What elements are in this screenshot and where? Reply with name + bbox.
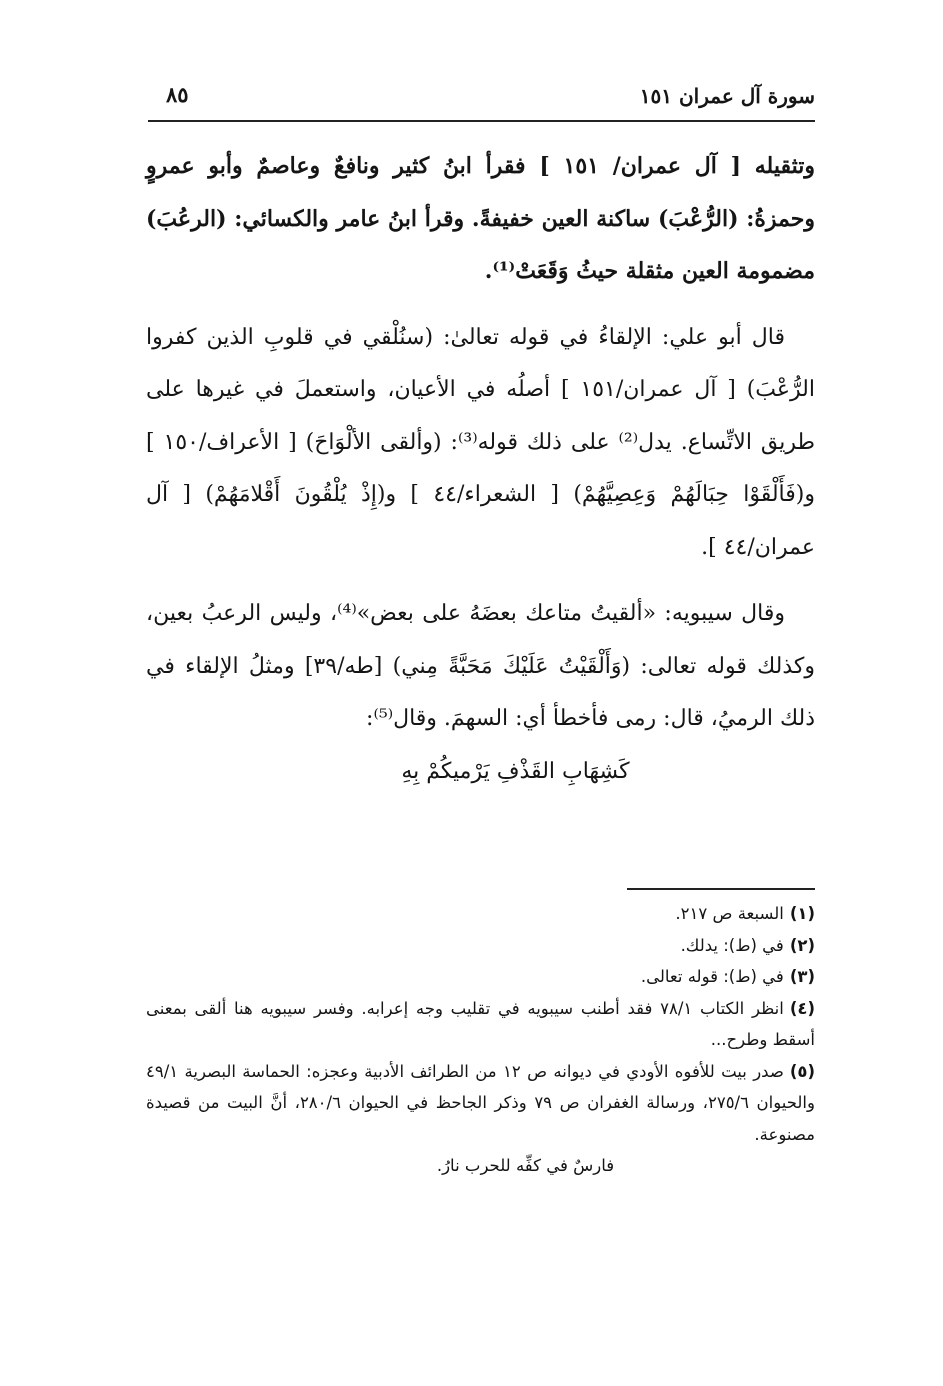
footnote-number: (١)	[789, 904, 815, 923]
footnote-2	[146, 930, 815, 962]
footnote-1	[146, 898, 815, 930]
paragraph-gap	[146, 298, 815, 312]
poetry-verse: كَشِهَابِ القَذْفِ يَرْميكُمْ بِهِ	[401, 758, 630, 784]
page-header	[148, 80, 815, 122]
footnote-text: في (ط): قوله تعالى.	[640, 967, 784, 986]
main-text	[146, 140, 815, 798]
footnote-4	[146, 993, 815, 1056]
paragraph-reading-variants: وتثقيله [ آل عمران/ ١٥١ ] فقرأ ابنُ كثير ونافعٌ وعاصمٌ وأبو عمروٍ وحمزةُ: (الرُّعْبَ) ساكنة العين خفيفةً. وقرأ ابنُ عامر والكسائي: (الرعُبَ) مضمومة العين مثقلة حيثُ وَقَعَتْ⁽¹⁾.	[146, 153, 815, 284]
paragraph-gap	[146, 574, 815, 588]
paragraph-sibawayh: وقال سيبويه: «ألقيتُ متاعك بعضَهُ على بعض»⁽⁴⁾، وليس الرعبُ بعين، وكذلك قوله تعالى: (وَأَلْقَيْتُ عَلَيْكَ مَحَبَّةً مِني) [طه/٣٩] ومثلُ الإلقاء في ذلك الرميُ، قال: رمى فأخطأ أي: السهمَ. وقال⁽⁵⁾:	[146, 601, 815, 731]
footnote-text: السبعة ص ٢١٧.	[675, 904, 784, 923]
footnote-number: (٤)	[789, 998, 815, 1018]
footnote-3	[146, 961, 815, 993]
footnote-number: (٢)	[789, 935, 815, 955]
footnote-number: (٣)	[789, 967, 815, 986]
footnote-5	[146, 1056, 815, 1151]
footnote-separator	[627, 888, 815, 890]
footnotes	[146, 898, 815, 1182]
footnote-text: في (ط): يدلك.	[680, 935, 784, 955]
paragraph-abu-ali: قال أبو علي: الإلقاءُ في قوله تعالىٰ: (سنُلْقي في قلوبِ الذين كفروا الرُّعْبَ) [ آل عمران/١٥١ ] أصلُه في الأعيان، واستعملَ في غيرها على طريق الاتِّساع. يدل⁽²⁾ على ذلك قوله⁽³⁾: (وألقى الألْوَاحَ) [ الأعراف/١٥٠ ] و(فَأَلْقَوْا حِبَالَهُمْ وَعِصِيَّهُمْ) [ الشعراء/٤٤ ] و(إِذْ يُلْقُونَ أَقْلامَهُمْ) [ آل عمران/٤٤ ].	[146, 324, 815, 560]
footnote-number: (٥)	[789, 1061, 816, 1081]
footnote-text: صدر بيت للأفوه الأودي في ديوانه ص ١٢ من الطرائف الأدبية وعجزه: الحماسة البصرية ٤٩/١ والحيوان ٢٧٥/٦، ورسالة الغفران ص ٧٩ وذكر الجاحظ في الحيوان ٢٨٠/٦، أنَّ البيت من قصيدة مصنوعة.	[146, 1061, 815, 1144]
page-number: ٨٥	[166, 82, 189, 107]
footnote-verse: فارسٌ في كفِّه للحرب نارُ.	[436, 1156, 615, 1175]
running-title: سورة آل عمران ١٥١	[639, 84, 815, 108]
footnote-text: انظر الكتاب ٧٨/١ فقد أطنب سيبويه في تقليب وجه إعرابه. وفسر سيبويه هنا ألقى بمعنى أسقط وطرح...	[146, 998, 815, 1049]
